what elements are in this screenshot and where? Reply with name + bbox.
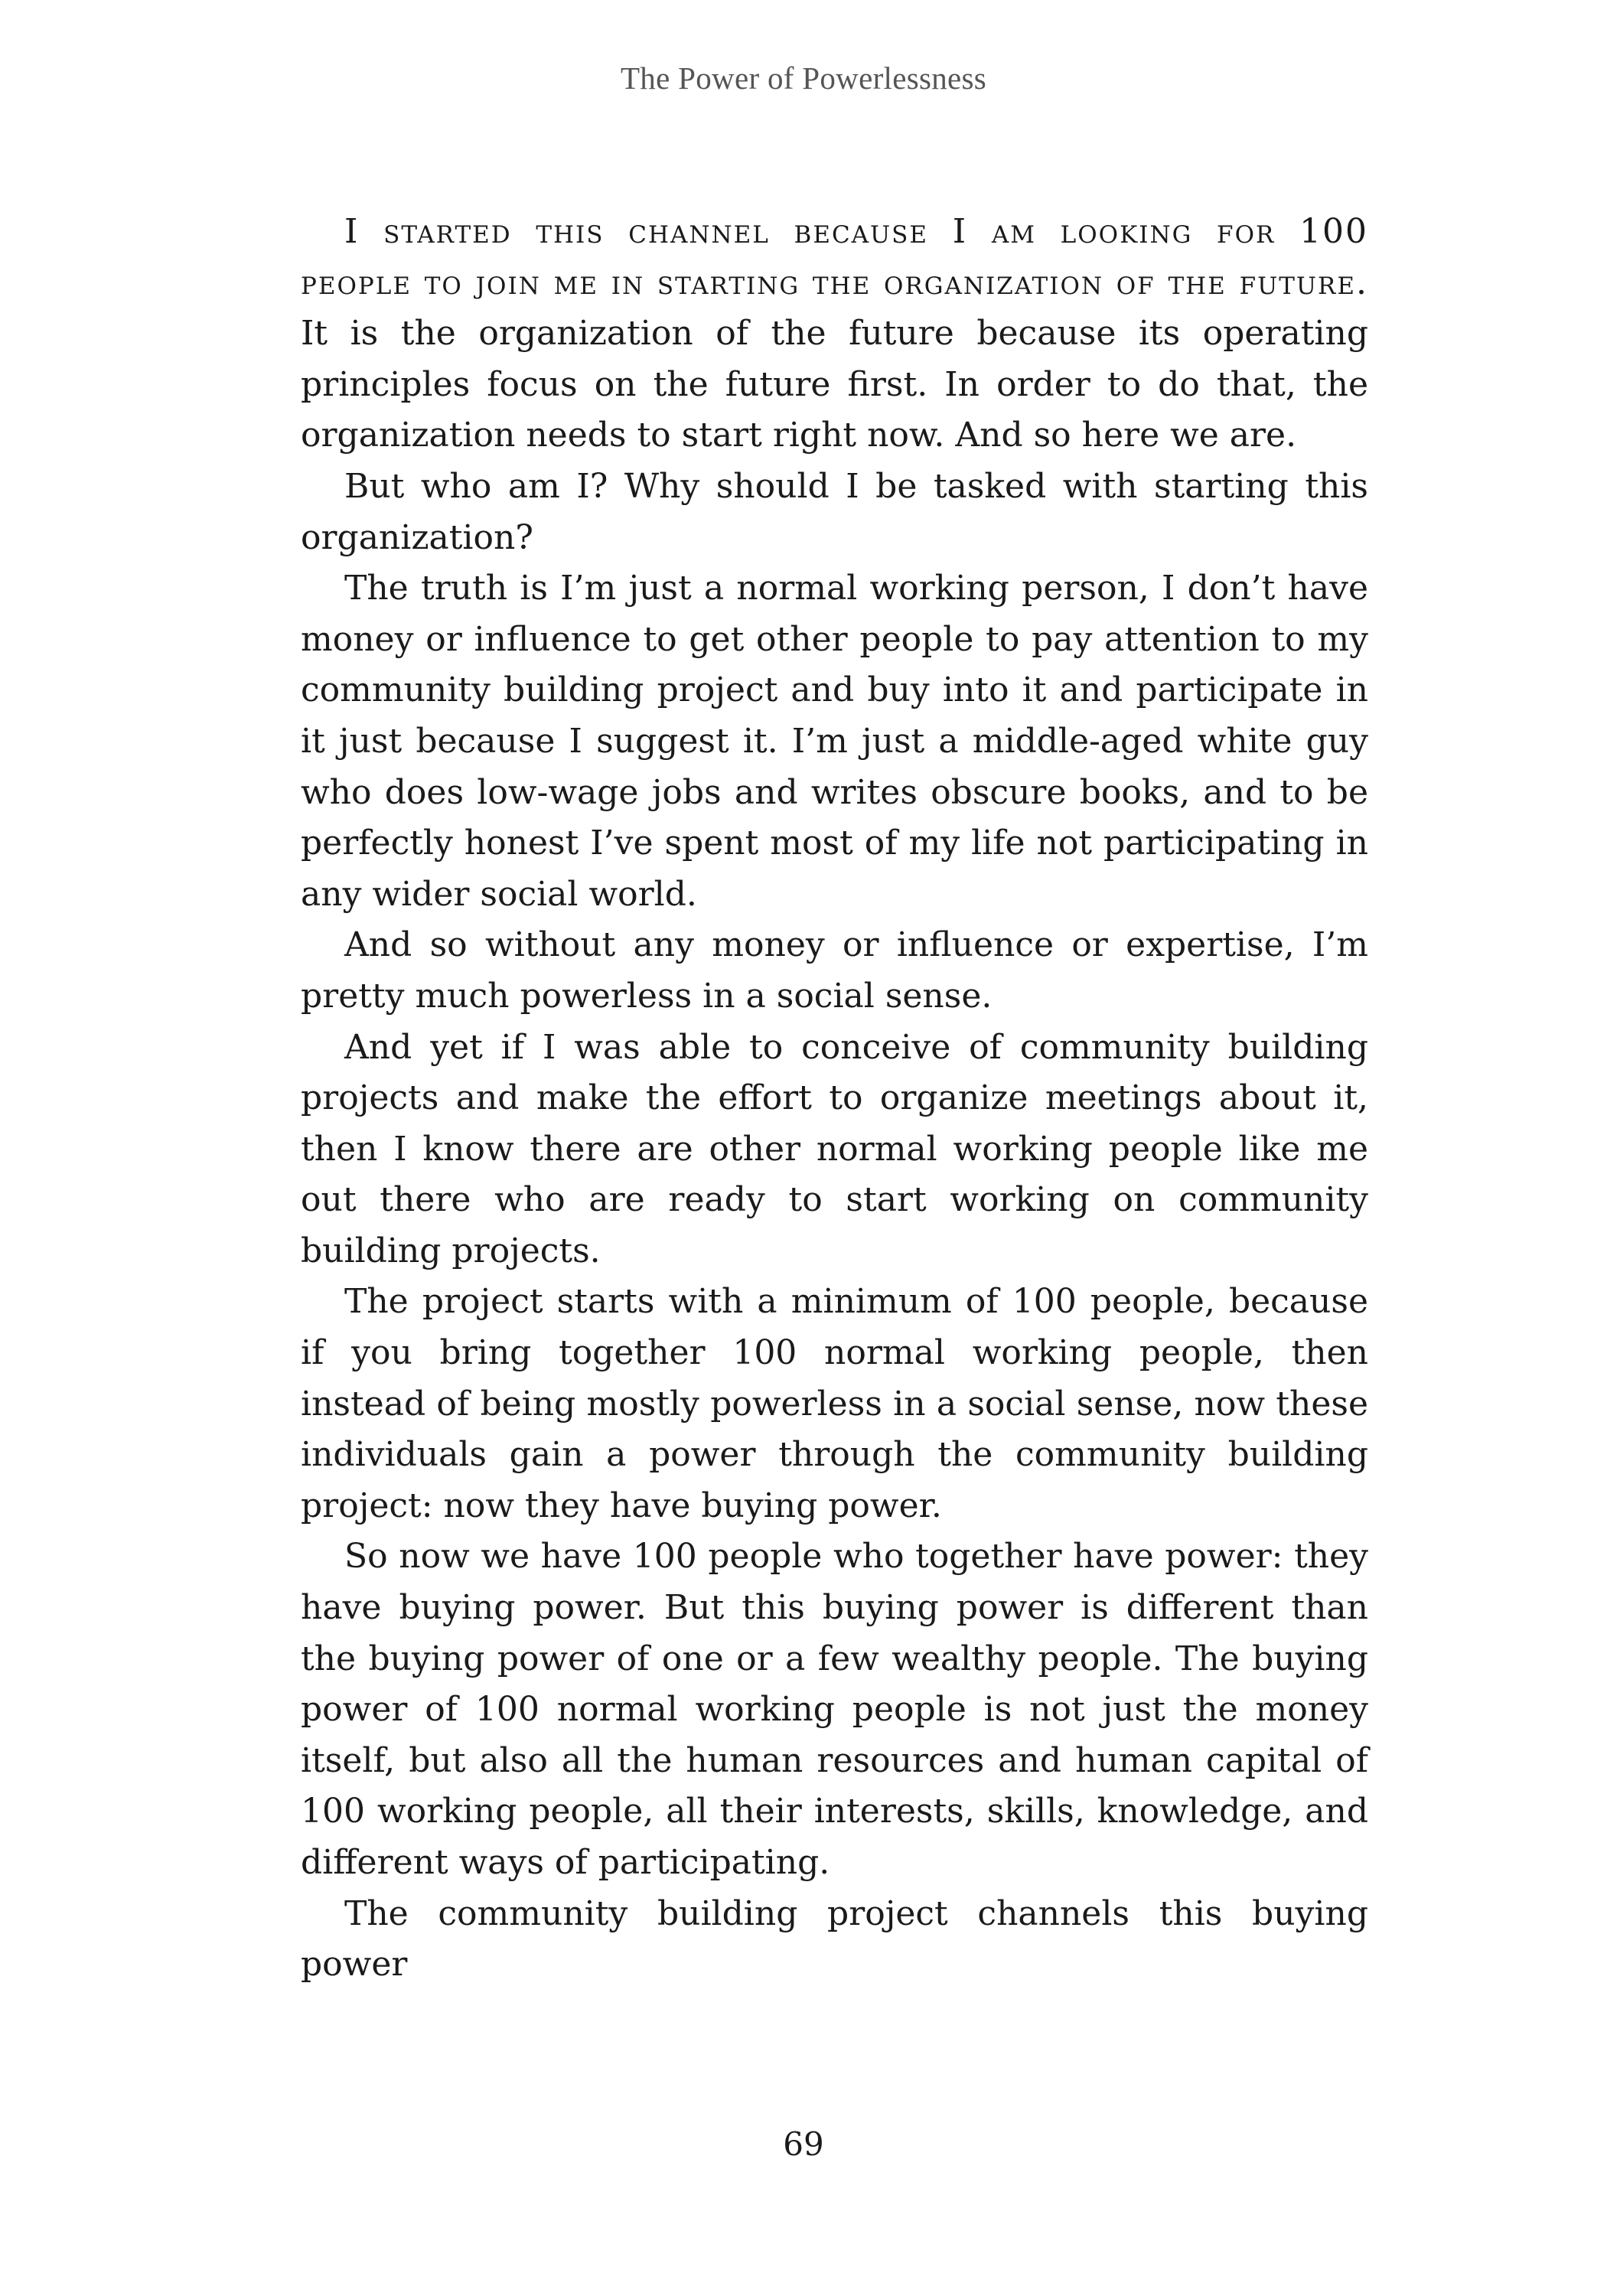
paragraph-1-text: It is the organization of the future because its operating principles focus on the future first. In order to do that, the organization needs to start right now. And so here we are. xyxy=(301,314,1368,455)
opening-smallcaps: I started this channel because I am looking for 100 people to join me in starting the organization of the future. xyxy=(301,212,1368,302)
paragraph-8: The community building project channels this buying power xyxy=(301,1893,1368,1985)
paragraph-6: The project starts with a minimum of 100 people, because if you bring together 100 normal working people, then instead of being mostly powerless in a social sense, now these individuals gain a power through the community building project: now they have buying power. xyxy=(301,1282,1368,1525)
paragraph-5: And yet if I was able to conceive of community building projects and make the effort to organize meetings about it, then I know there are other normal working people like me out there who are ready to start working on community building projects. xyxy=(301,1027,1368,1270)
paragraph-1 xyxy=(301,207,1368,461)
paragraph-4: And so without any money or influence or expertise, I’m pretty much powerless in a social sense. xyxy=(301,925,1368,1016)
running-header-title: The Power of Powerlessness xyxy=(620,60,987,96)
paragraph-2: But who am I? Why should I be tasked with starting this organization? xyxy=(301,466,1368,557)
body-text xyxy=(301,207,1368,1991)
page-number: 69 xyxy=(783,2125,824,2163)
paragraph-3: The truth is I’m just a normal working person, I don’t have money or influence to get other people to pay attention to my community building project and buy into it and participate in it just because I suggest it. I’m just a middle-aged white guy who does low-wage jobs and writes obscure books, and to be perfectly honest I’ve spent most of my life not participating in any wider social world. xyxy=(301,569,1368,914)
paragraph-7: So now we have 100 people who together have power: they have buying power. But this buying power is different than the buying power of one or a few wealthy people. The buying power of 100 normal working people is not just the money itself, but also all the human resources and human capital of 100 working people, all their interests, skills, knowledge, and different ways of participating. xyxy=(301,1537,1368,1882)
